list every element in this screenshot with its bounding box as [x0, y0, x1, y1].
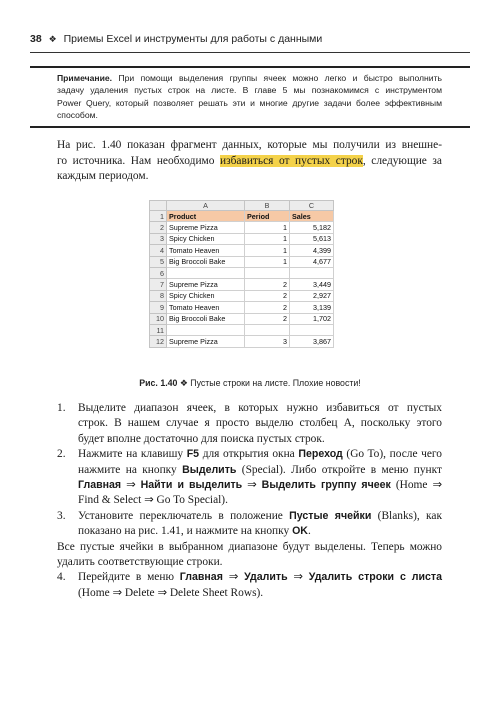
- table-row: [150, 336, 334, 347]
- note-line: Power Query, который позволяет решать эти и многие другие задачи более эффективным: [57, 97, 442, 108]
- intro-line: На рис. 1.40 показан фрагмент данных, которые мы получили из внешне-: [57, 139, 442, 151]
- note-line: задачу удаления пустых строк на листе. В главе 5 мы познакомимся с инструментом: [57, 85, 442, 96]
- intro-paragraph: [57, 138, 442, 185]
- row-number: 8: [150, 290, 167, 301]
- table-row: [150, 245, 334, 256]
- column-header: A: [167, 201, 245, 211]
- cell-period: [245, 324, 290, 335]
- ui-term: Найти и выделить: [140, 479, 243, 492]
- figure-caption: [0, 378, 500, 389]
- table-row: [150, 290, 334, 301]
- cell-sales: 3,867: [290, 336, 334, 347]
- cell-product: Big Broccoli Bake: [167, 256, 245, 267]
- cell-product: Tomato Heaven: [167, 302, 245, 313]
- column-header: C: [290, 201, 334, 211]
- row-number: 11: [150, 324, 167, 335]
- row-number: 9: [150, 302, 167, 313]
- arrow-icon: ⇒: [242, 479, 262, 492]
- cell-sales: 4,677: [290, 256, 334, 267]
- table-row: [150, 302, 334, 313]
- ui-term: Удалить строки с листа: [308, 571, 442, 584]
- ui-term: Переход: [298, 448, 343, 461]
- row-number: 6: [150, 267, 167, 278]
- row-number: 5: [150, 256, 167, 267]
- table-row: [150, 256, 334, 267]
- cell-sales: [290, 324, 334, 335]
- step-number: 1.: [57, 402, 66, 414]
- highlighted-text: избавиться от пустых строк: [220, 154, 363, 167]
- table-row: [150, 211, 334, 222]
- cell-sales: Sales: [290, 211, 334, 222]
- cell-sales: 5,613: [290, 233, 334, 244]
- note-box: [57, 72, 442, 122]
- table-row: [150, 279, 334, 290]
- column-header: B: [245, 201, 290, 211]
- arrow-icon: ⇒: [287, 571, 309, 584]
- row-number: 4: [150, 245, 167, 256]
- intro-line: го источника. Нам необходимо избавиться от пустых строк, следующие за: [57, 154, 442, 167]
- cell-sales: 2,927: [290, 290, 334, 301]
- ui-term: Выделить группу ячеек: [261, 479, 391, 492]
- cell-product: [167, 324, 245, 335]
- cell-product: Spicy Chicken: [167, 290, 245, 301]
- list-item: 1. Выделите диапазон ячеек, в которых нужно избавиться от пустых строк. В нашем случае я просто выделю столбец А, поскольку этого будет вполне достаточно для поиска пустых строк.: [57, 402, 442, 445]
- note-line: способом.: [57, 110, 98, 121]
- cell-period: 1: [245, 256, 290, 267]
- cell-product: Supreme Pizza: [167, 222, 245, 233]
- ui-term: Удалить: [244, 571, 288, 584]
- cell-product: Supreme Pizza: [167, 279, 245, 290]
- cell-period: Period: [245, 211, 290, 222]
- intro-line: каждым периодом.: [57, 170, 149, 183]
- arrow-icon: ⇒: [121, 479, 141, 492]
- cell-product: [167, 267, 245, 278]
- cell-product: Supreme Pizza: [167, 336, 245, 347]
- diamond-icon: ❖: [48, 34, 57, 44]
- table-row: [150, 267, 334, 278]
- cell-sales: 3,449: [290, 279, 334, 290]
- list-item: 3. Установите переключатель в положение Пустые ячейки (Blanks), как показано на рис. 1.41, и нажмите на кнопку OK.: [57, 509, 442, 538]
- note-line: Примечание. При помощи выделения группы ячеек можно легко и быстро выполнить: [57, 73, 443, 83]
- select-all-corner: [150, 201, 167, 211]
- steps-list: [57, 401, 442, 601]
- cell-sales: 4,399: [290, 245, 334, 256]
- spreadsheet-grid: [149, 200, 334, 348]
- spreadsheet-figure: [149, 200, 334, 348]
- list-item: 4. Перейдите в меню Главная ⇒ Удалить ⇒ Удалить строки с листа (Home ⇒ Delete ⇒ Delete Sheet Rows).: [57, 571, 442, 599]
- cell-period: 2: [245, 279, 290, 290]
- table-row: [150, 313, 334, 324]
- step-number: 4.: [57, 571, 66, 584]
- cell-period: 1: [245, 233, 290, 244]
- note-label: Примечание.: [57, 73, 113, 83]
- row-number: 3: [150, 233, 167, 244]
- cell-product: Tomato Heaven: [167, 245, 245, 256]
- note-bottom-rule: [30, 126, 470, 128]
- ui-term: Главная: [78, 479, 122, 492]
- cell-sales: [290, 267, 334, 278]
- row-number: 2: [150, 222, 167, 233]
- figure-label: Рис. 1.40: [139, 378, 178, 388]
- column-header-row: [150, 201, 334, 211]
- table-row: [150, 324, 334, 335]
- chapter-title: Приемы Excel и инструменты для работы с данными: [63, 33, 323, 45]
- cell-product: Product: [167, 211, 245, 222]
- step-number: 2.: [57, 448, 66, 461]
- cell-sales: 5,182: [290, 222, 334, 233]
- ui-term: OK: [292, 525, 308, 538]
- cell-sales: 1,702: [290, 313, 334, 324]
- page-number: 38: [30, 33, 42, 45]
- step-number: 3.: [57, 509, 66, 522]
- ui-term: Главная: [179, 571, 223, 584]
- row-number: 10: [150, 313, 167, 324]
- cell-period: 1: [245, 222, 290, 233]
- cell-period: 1: [245, 245, 290, 256]
- cell-period: 2: [245, 302, 290, 313]
- list-item: 2. Нажмите на клавишу F5 для открытия окна Переход (Go To), после чего нажмите на кнопку Выделить (Special). Либо откройте в меню пункт Главная ⇒ Найти и выделить ⇒ Выделить группу ячеек (Home ⇒ Find & Select ⇒ Go To Special).: [57, 448, 443, 507]
- table-row: [150, 233, 334, 244]
- cell-period: 2: [245, 313, 290, 324]
- note-top-rule: [30, 66, 470, 68]
- cell-period: 3: [245, 336, 290, 347]
- cell-period: 2: [245, 290, 290, 301]
- arrow-icon: ⇒: [222, 571, 245, 584]
- ui-term: Выделить: [182, 463, 237, 476]
- key-name: F5: [186, 448, 200, 461]
- cell-period: [245, 267, 290, 278]
- cell-product: Spicy Chicken: [167, 233, 245, 244]
- caption-text: Пустые строки на листе. Плохие новости!: [190, 378, 361, 388]
- row-number: 12: [150, 336, 167, 347]
- running-header: [30, 33, 470, 45]
- row-number: 1: [150, 211, 167, 222]
- header-rule: [30, 52, 470, 53]
- diamond-icon: ❖: [179, 378, 188, 388]
- cell-sales: 3,139: [290, 302, 334, 313]
- table-row: [150, 222, 334, 233]
- ui-term: Пустые ячейки: [289, 509, 372, 522]
- cell-product: Big Broccoli Bake: [167, 313, 245, 324]
- row-number: 7: [150, 279, 167, 290]
- between-paragraph: Все пустые ячейки в выбранном диапазоне будут выделены. Теперь можно удалить соответствующие строки.: [57, 540, 442, 569]
